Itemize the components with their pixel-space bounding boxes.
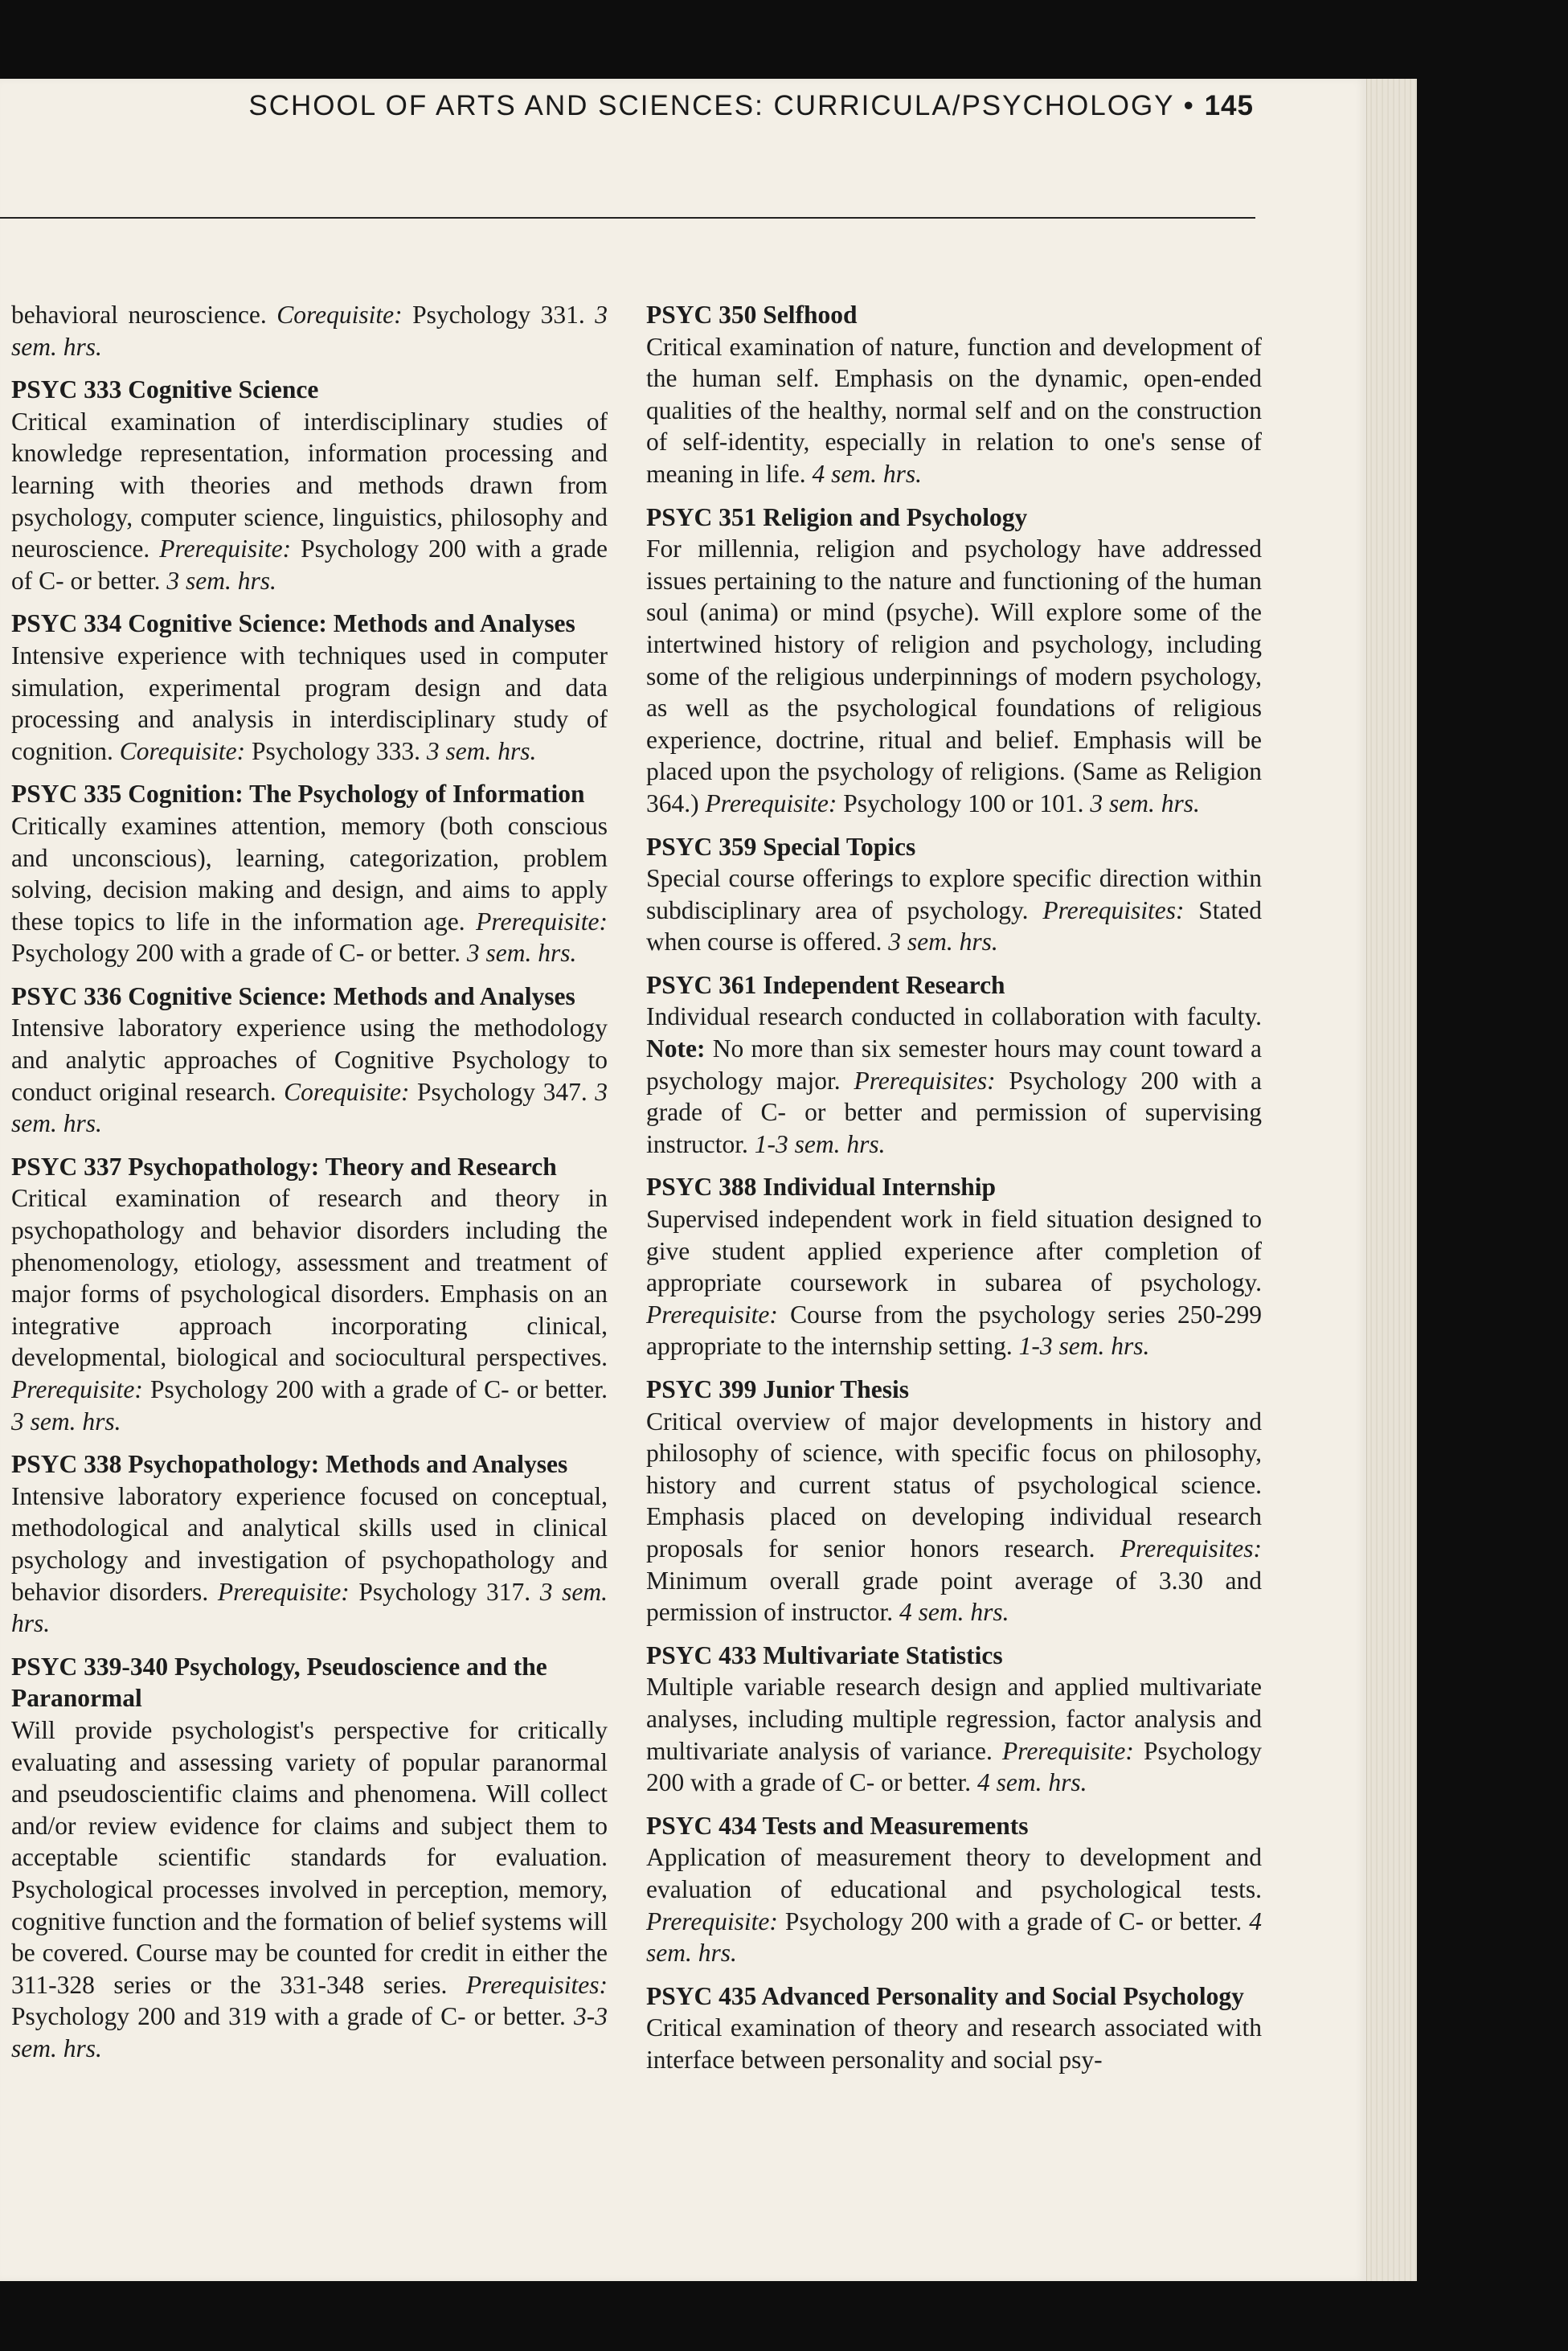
requisite-label: Prerequisites: xyxy=(1120,1534,1262,1563)
requisite-label: Prerequisite: xyxy=(476,907,608,936)
course-title: Psychopathology: Theory and Research xyxy=(128,1152,557,1181)
description-text: Application of measurement theory to development and evaluation of educational and psychological tests. xyxy=(646,1843,1262,1903)
course-heading xyxy=(646,1374,1262,1406)
course-description xyxy=(11,1714,608,2065)
course-heading xyxy=(11,1448,608,1481)
requisite-label: Corequisite: xyxy=(119,736,246,765)
course-code: PSYC 350 xyxy=(646,301,757,329)
course-title: Individual Internship xyxy=(763,1173,997,1202)
course-description xyxy=(646,1406,1262,1628)
requisite-label: Prerequisite: xyxy=(217,1577,350,1606)
requisite-text: Psychology 200 and 319 with a grade of C- or better. xyxy=(11,2002,566,2031)
course-code: PSYC 338 xyxy=(11,1450,122,1479)
course-title: Cognitive Science: Methods and Analyses xyxy=(128,981,575,1010)
description-text: Supervised independent work in field situation designed to give student applied experience after completion of appropriate coursework in subarea of psychology. xyxy=(646,1205,1262,1297)
description-text: Critical examination of research and theory in psychopathology and behavior disorders including the phenomenology, etiology, assessment and treatment of major forms of psychological disorders. Emphasis on an integrative approach incorporating clinical, developmental, biological and sociocultural perspectives. xyxy=(11,1184,608,1372)
requisite-text: Psychology 200 with a grade of C- or better. xyxy=(646,1736,1263,1797)
description-text: Individual research conducted in collaboration with faculty. xyxy=(646,1002,1262,1031)
requisite-text: Psychology 200 with a grade of C- or better and permission of supervising instructor. xyxy=(646,1066,1263,1158)
course-heading xyxy=(646,831,1262,863)
course-title: Independent Research xyxy=(763,970,1005,999)
credit-hours: 3-3 sem. hrs. xyxy=(11,2002,608,2062)
credit-hours: 1-3 sem. hrs. xyxy=(754,1129,886,1158)
requisite-text: Psychology 347. xyxy=(417,1077,587,1106)
description-text: Intensive laboratory experience using the methodology and analytic approaches of Cognitive Psychology to conduct original research. xyxy=(11,1014,608,1106)
credit-hours: 3 sem. hrs. xyxy=(11,1577,608,1638)
note-label: Note: xyxy=(646,1034,706,1063)
course-description xyxy=(11,299,608,362)
requisite-text: Stated when course is offered. xyxy=(646,895,1262,956)
note-text: No more than six semester hours may count toward a psychology major. xyxy=(646,1034,1262,1095)
requisite-label: Prerequisites: xyxy=(465,1970,608,1999)
course-title: Cognition: The Psychology of Information xyxy=(128,780,585,809)
header-rule xyxy=(0,217,1255,219)
requisite-text: Psychology 317. xyxy=(358,1577,531,1606)
requisite-label: Corequisite: xyxy=(284,1077,410,1106)
course-title: Psychopathology: Methods and Analyses xyxy=(128,1450,568,1479)
description-text: Special course offerings to explore specific direction within subdisciplinary area of psychology. xyxy=(646,864,1262,924)
credit-hours: 3 sem. hrs. xyxy=(11,1077,608,1138)
course-code: PSYC 339-340 xyxy=(11,1652,169,1681)
requisite-label: Prerequisites: xyxy=(854,1066,996,1095)
credit-hours: 4 sem. hrs. xyxy=(899,1598,1009,1627)
course-title: Cognitive Science xyxy=(128,375,319,404)
requisite-label: Prerequisite: xyxy=(646,1300,778,1329)
header-title: SCHOOL OF ARTS AND SCIENCES: CURRICULA/PSYCHOLOGY • xyxy=(248,90,1195,121)
description-text: Intensive laboratory experience focused on conceptual, methodological and analytical skills used in clinical psychology and investigation of psychopathology and behavior disorders. xyxy=(11,1481,608,1606)
course-title: Multivariate Statistics xyxy=(763,1640,1003,1669)
course-title: Tests and Measurements xyxy=(762,1811,1029,1840)
description-text: behavioral neuroscience. xyxy=(11,301,267,329)
credit-hours: 4 sem. hrs. xyxy=(977,1768,1087,1797)
description-text: Critical examination of interdisciplinary studies of knowledge representation, information processing and learning with theories and methods drawn from psychology, computer science, linguistics, philosophy and neuroscience. xyxy=(11,407,608,563)
course-heading xyxy=(11,374,608,406)
credit-hours: 3 sem. hrs. xyxy=(466,939,577,968)
description-text: Multiple variable research design and applied multivariate analyses, including multiple regression, factor analysis and multivariate analysis of variance. xyxy=(646,1673,1262,1765)
course-entry xyxy=(646,1171,1262,1362)
course-heading xyxy=(646,969,1262,1001)
requisite-text: Psychology 200 with a grade of C- or better. xyxy=(784,1907,1243,1935)
course-heading xyxy=(11,1651,608,1714)
course-entry xyxy=(11,778,608,969)
course-title: Selfhood xyxy=(763,301,858,329)
course-entry xyxy=(646,1980,1262,2076)
course-description xyxy=(11,810,608,969)
course-title: Cognitive Science: Methods and Analyses xyxy=(128,609,575,638)
course-code: PSYC 399 xyxy=(646,1375,757,1403)
page-number: 145 xyxy=(1204,90,1254,121)
credit-hours: 4 sem. hrs. xyxy=(812,459,922,488)
course-heading xyxy=(11,778,608,810)
course-code: PSYC 334 xyxy=(11,609,122,638)
course-heading xyxy=(646,1810,1262,1842)
course-code: PSYC 333 xyxy=(11,375,122,404)
requisite-text: Psychology 200 with a grade of C- or better. xyxy=(11,939,461,968)
course-heading xyxy=(646,502,1262,534)
course-code: PSYC 351 xyxy=(646,502,757,531)
requisite-label: Prerequisite: xyxy=(11,1375,143,1403)
credit-hours: 4 sem. hrs. xyxy=(646,1907,1263,1968)
credit-hours: 3 sem. hrs. xyxy=(888,928,998,956)
credit-hours: 1-3 sem. hrs. xyxy=(1018,1332,1150,1361)
course-code: PSYC 388 xyxy=(646,1173,757,1202)
credit-hours: 3 sem. hrs. xyxy=(11,301,608,361)
requisite-text: Psychology 100 or 101. xyxy=(843,788,1084,817)
credit-hours: 3 sem. hrs. xyxy=(166,566,276,595)
course-title: Special Topics xyxy=(763,832,916,861)
course-heading xyxy=(646,299,1262,331)
course-code: PSYC 359 xyxy=(646,832,757,861)
requisite-text: Psychology 331. xyxy=(412,301,585,329)
course-entry xyxy=(11,1651,608,2065)
description-text: Critically examines attention, memory (both conscious and unconscious), learning, categorization, problem solving, decision making and design, and aims to apply these topics to life in the information age. xyxy=(11,811,608,936)
course-entry xyxy=(646,969,1262,1161)
course-title: Junior Thesis xyxy=(763,1375,910,1403)
course-entry xyxy=(11,1448,608,1640)
requisite-text: Psychology 200 with a grade of C- or better. xyxy=(11,535,608,595)
requisite-label: Corequisite: xyxy=(276,301,403,329)
credit-hours: 3 sem. hrs. xyxy=(426,736,537,765)
requisite-label: Prerequisite: xyxy=(159,535,292,563)
requisite-text: Course from the psychology series 250-299 appropriate to the internship setting. xyxy=(646,1300,1262,1361)
course-entry xyxy=(11,374,608,596)
requisite-label: Prerequisites: xyxy=(1042,895,1185,924)
requisite-label: Prerequisite: xyxy=(646,1907,778,1935)
description-text: Intensive experience with techniques used in computer simulation, experimental program design and data processing and analysis in interdisciplinary study of cognition. xyxy=(11,641,608,765)
credit-hours: 3 sem. hrs. xyxy=(11,1407,121,1436)
course-entry xyxy=(646,1374,1262,1628)
course-entry xyxy=(646,831,1262,958)
course-description xyxy=(646,1671,1262,1798)
right-column xyxy=(646,299,1262,2087)
continuation-entry xyxy=(11,299,608,362)
course-description xyxy=(646,1841,1262,1968)
course-entry xyxy=(646,502,1262,820)
description-text: Critical examination of nature, function and development of the human self. Emphasis on the dynamic, open-ended qualities of the healthy, normal self and on the construction of self-identity, especially in relation to one's sense of meaning in life. xyxy=(646,332,1262,488)
course-entry xyxy=(646,299,1262,490)
course-description xyxy=(11,406,608,597)
course-code: PSYC 336 xyxy=(11,981,122,1010)
course-entry xyxy=(11,981,608,1140)
course-code: PSYC 435 xyxy=(646,1981,757,2010)
course-description xyxy=(11,1182,608,1437)
course-heading xyxy=(11,608,608,640)
course-description xyxy=(11,1481,608,1640)
course-title: Religion and Psychology xyxy=(763,502,1028,531)
description-text: For millennia, religion and psychology have addressed issues pertaining to the nature and functioning of the human soul (anima) or mind (psyche). Will explore some of the intertwined history of religion and psychology, including some of the religious underpinnings of modern psychology, as well as the psychological foundations of religious experience, doctrine, ritual and belief. Emphasis will be placed upon the psychology of religions. (Same as Religion 364.) xyxy=(646,535,1262,817)
course-entry xyxy=(646,1640,1262,1799)
description-text: Critical examination of theory and research associated with interface between personality and social psy- xyxy=(646,2013,1262,2074)
course-heading xyxy=(646,1640,1262,1672)
course-heading xyxy=(646,1171,1262,1203)
course-heading xyxy=(11,981,608,1013)
course-description xyxy=(646,533,1262,819)
course-entry xyxy=(11,608,608,767)
course-code: PSYC 434 xyxy=(646,1811,757,1840)
requisite-label: Prerequisite: xyxy=(1001,1736,1134,1765)
course-code: PSYC 335 xyxy=(11,780,122,809)
course-code: PSYC 433 xyxy=(646,1640,757,1669)
course-title: Advanced Personality and Social Psychology xyxy=(761,1981,1244,2010)
description-text: Critical overview of major developments in history and philosophy of science, with specific focus on philosophy, history and current status of psychological science. Emphasis placed on developing individual research proposals for senior honors research. xyxy=(646,1407,1262,1563)
course-description xyxy=(646,1001,1262,1160)
course-title: Psychology, Pseudoscience and the Paranormal xyxy=(11,1652,547,1713)
course-description xyxy=(11,640,608,767)
requisite-text: Psychology 333. xyxy=(251,736,420,765)
course-description xyxy=(646,2012,1262,2075)
course-description xyxy=(646,1203,1262,1362)
page-edges xyxy=(1366,79,1417,2281)
course-code: PSYC 337 xyxy=(11,1152,122,1181)
course-code: PSYC 361 xyxy=(646,970,757,999)
course-heading xyxy=(646,1980,1262,2013)
course-heading xyxy=(11,1151,608,1183)
requisite-label: Prerequisite: xyxy=(705,788,837,817)
credit-hours: 3 sem. hrs. xyxy=(1090,788,1200,817)
left-column xyxy=(11,299,608,2075)
description-text: Will provide psychologist's perspective for critically evaluating and assessing variety of popular paranormal and pseudoscientific claims and phenomena. Will collect and/or review evidence for claims and subject them to acceptable scientific standards for evaluation. Psychological processes involved in perception, memory, cognitive function and the formation of belief systems will be covered. Course may be counted for credit in either the 311-328 series or the 331-348 series. xyxy=(11,1715,608,1999)
course-description xyxy=(646,331,1262,490)
course-description xyxy=(646,862,1262,958)
running-header xyxy=(0,90,1254,122)
course-description xyxy=(11,1012,608,1139)
course-entry xyxy=(11,1151,608,1437)
requisite-text: Minimum overall grade point average of 3.30 and permission of instructor. xyxy=(646,1566,1262,1627)
course-entry xyxy=(646,1810,1262,1969)
requisite-text: Psychology 200 with a grade of C- or better. xyxy=(150,1375,608,1403)
